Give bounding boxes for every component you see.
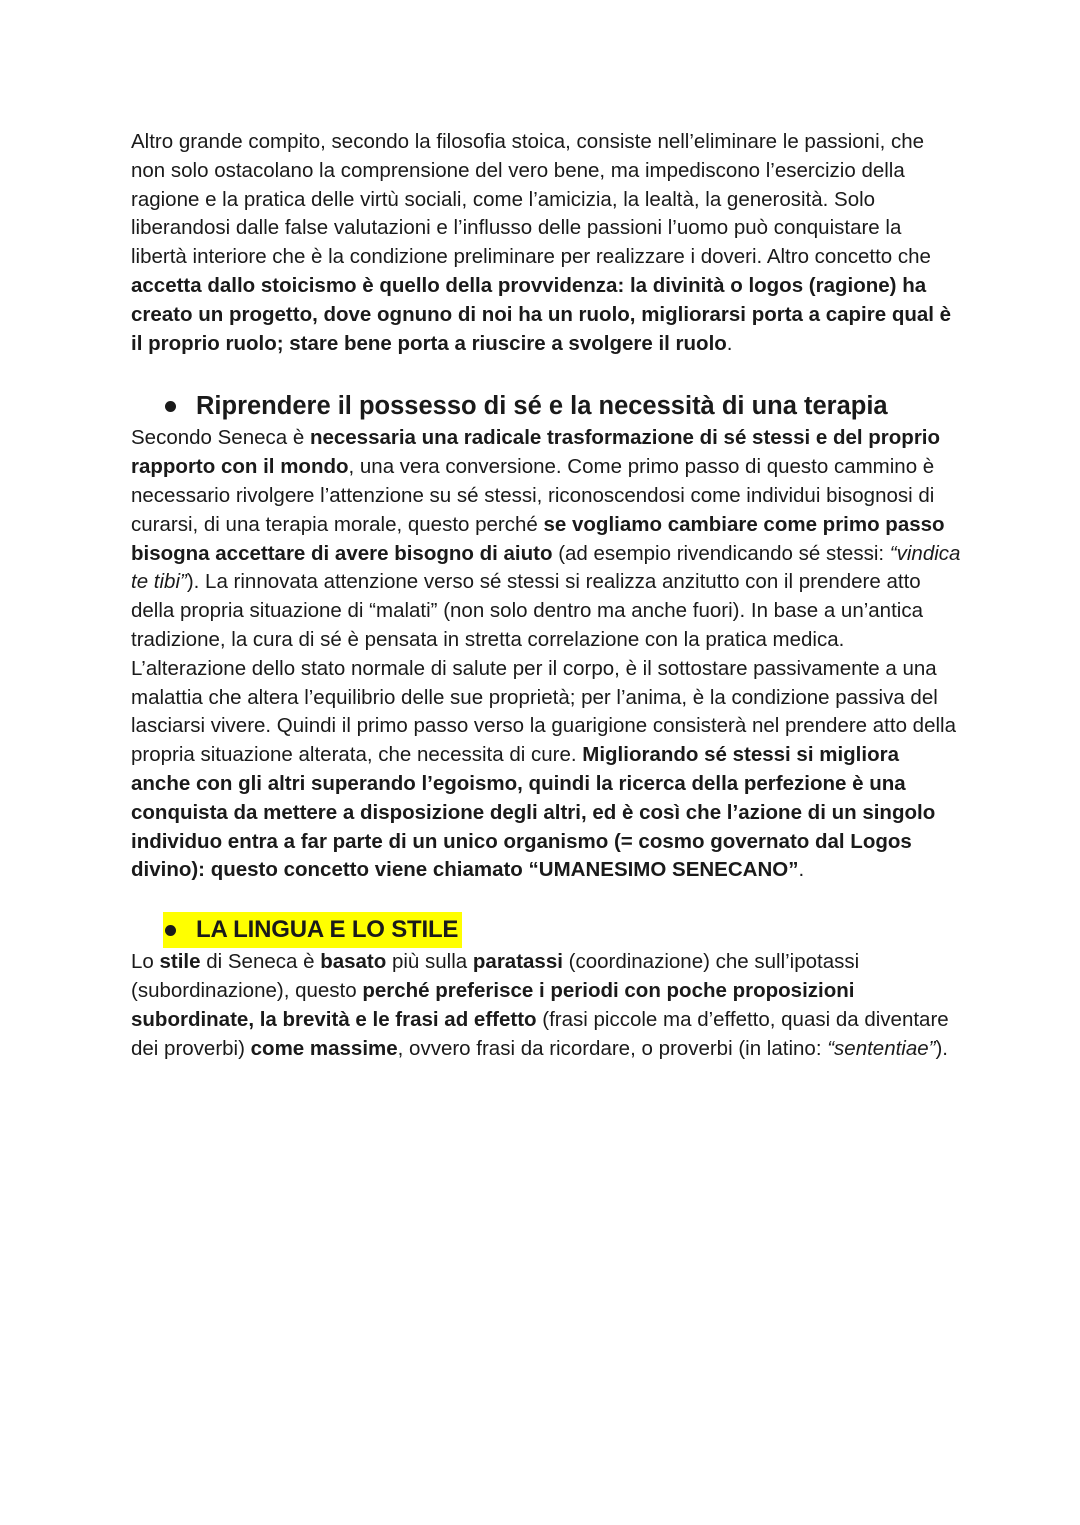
text-run: Altro grande compito, secondo la filosofia stoica, consiste nell’eliminare le passioni, che non solo ostacolano la comprensione del vero bene, ma impediscono l’esercizio della ragione e la pratica delle virtù sociali, come l’amicizia, la lealtà, la generosità. Solo liberandosi dalle false valutazioni e l’influsso delle passioni l’uomo può conquistare la libertà interiore che è la condizione preliminare per realizzare i doveri. Altro concetto che bbox=[131, 130, 931, 269]
section-heading-therapy bbox=[165, 388, 961, 424]
bold-run: come massime bbox=[250, 1036, 398, 1060]
bold-run: perché preferisce i periodi con poche proposizioni subordinate, la brevità e le frasi ad effetto bbox=[131, 978, 855, 1031]
paragraph-transformation bbox=[131, 424, 961, 654]
text-run: (coordinazione) che sull’ipotassi (subordinazione), questo bbox=[131, 950, 860, 1002]
text-run: Secondo Seneca è bbox=[131, 426, 310, 450]
text-run: , una vera conversione. Come primo passo di questo cammino è necessario rivolgere l’attenzione su sé stessi, riconoscendosi come individui bisognosi di curarsi, di una terapia morale, questo perché bbox=[131, 455, 935, 536]
bold-run: se vogliamo cambiare come primo passo bisogna accettare di avere bisogno di aiuto bbox=[131, 512, 945, 565]
text-run: . bbox=[798, 858, 805, 882]
text-run: L’alterazione dello stato normale di salute per il corpo, è il sottostare passivamente a una malattia che altera l’equilibrio delle sue proprietà; per l’anima, è la condizione passiva del lasciarsi vivere. Quindi il primo passo verso la guarigione consisterà nel prendere atto della propria situazione alterata, che necessita di cure. bbox=[131, 656, 956, 767]
bold-run: accetta dallo stoicismo è quello della provvidenza: la divinità o logos (ragione) ha creato un progetto, dove ognuno di noi ha un ruolo, migliorarsi porta a capire qual è il proprio ruolo; stare bene porta a riuscire a svolgere il ruolo bbox=[131, 273, 952, 355]
text-run: ). bbox=[935, 1036, 949, 1060]
text-run: di Seneca è bbox=[200, 950, 321, 974]
bold-run: Migliorando sé stessi si migliora anche con gli altri superando l’egoismo, quindi la ricerca della perfezione è una conquista da mettere a disposizione degli altri, ed è così che l’azione di un singolo individuo entra a far parte di un unico organismo (= cosmo governato dal Logos divino): questo concetto viene chiamato “UMANESIMO SENECANO” bbox=[131, 743, 936, 882]
italic-run: “sententiae” bbox=[827, 1036, 936, 1060]
paragraph-stoic-passions bbox=[131, 128, 961, 358]
text-run: , ovvero frasi da ricordare, o proverbi (in latino: bbox=[397, 1036, 828, 1060]
text-run: (ad esempio rivendicando sé stessi: bbox=[552, 541, 890, 565]
text-run: più sulla bbox=[386, 950, 473, 974]
document-page bbox=[131, 128, 961, 1063]
text-run: (frasi piccole ma d’effetto, quasi da diventare dei proverbi) bbox=[131, 1007, 949, 1060]
bold-run: paratassi bbox=[472, 950, 563, 974]
heading-text: LA LINGUA E LO STILE bbox=[196, 916, 459, 944]
paragraph-style bbox=[131, 948, 961, 1063]
bold-run: necessaria una radicale trasformazione di sé stessi e del proprio rapporto con il mondo bbox=[131, 426, 941, 479]
heading-text: Riprendere il possesso di sé e la necessità di una terapia bbox=[196, 392, 888, 421]
paragraph-health-alteration bbox=[131, 655, 961, 885]
bullet-icon bbox=[165, 925, 176, 936]
section-heading-style bbox=[163, 912, 462, 948]
italic-run: “vindica te tibi” bbox=[131, 541, 961, 594]
text-run: . bbox=[726, 331, 733, 355]
bold-run: stile bbox=[159, 950, 201, 974]
text-run: Lo bbox=[131, 950, 160, 974]
bullet-icon bbox=[165, 401, 176, 412]
text-run: ). La rinnovata attenzione verso sé stessi si realizza anzitutto con il prendere atto della propria situazione di “malati” (non solo dentro ma anche fuori). In base a un’antica tradizione, la cura di sé è pensata in stretta correlazione con la pratica medica. bbox=[131, 570, 923, 651]
bold-run: basato bbox=[320, 950, 387, 974]
